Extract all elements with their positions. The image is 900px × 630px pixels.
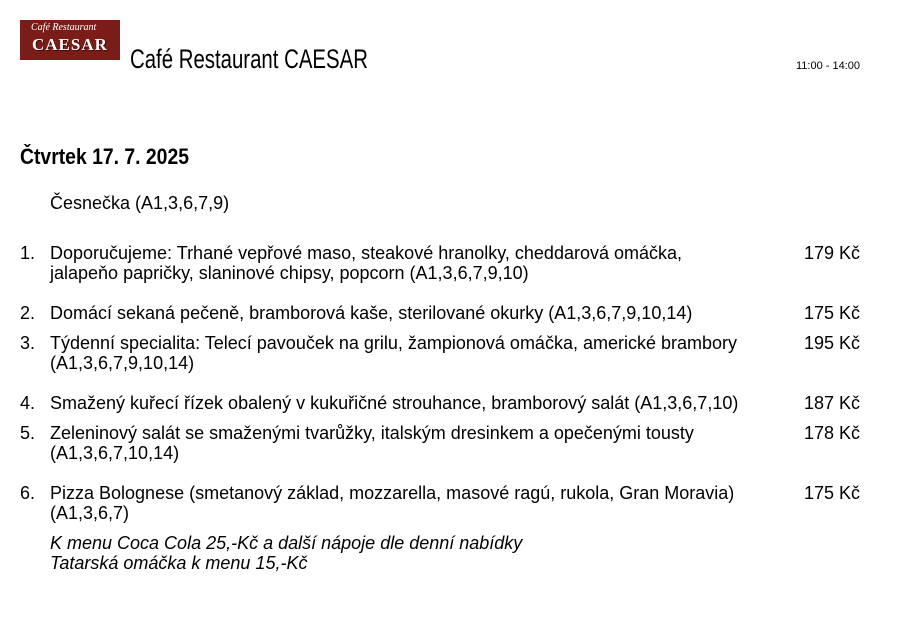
menu-note: Tatarská omáčka k menu 15,-Kč (50, 553, 308, 573)
menu-item-price: 179 Kč (803, 243, 860, 263)
menu-item-name (50, 243, 804, 283)
logo-script-text: Café Restaurant (31, 22, 97, 33)
menu-item (20, 483, 860, 523)
menu-item (20, 243, 860, 283)
menu-item-name-line: (A1,3,6,7,10,14) (50, 443, 180, 463)
menu-item-name-line: Zeleninový salát se smaženými tvarůžky, italským dresinkem a opečenými tousty (50, 423, 694, 443)
menu-item-number: 4. (20, 393, 36, 413)
menu-item-number: 6. (20, 483, 36, 503)
menu-item-price: 178 Kč (803, 423, 860, 443)
restaurant-logo (20, 20, 120, 60)
menu-item-name-line: jalapeňo papričky, slaninové chipsy, popcorn (A1,3,6,7,9,10) (50, 263, 529, 283)
menu-note: K menu Coca Cola 25,-Kč a další nápoje dle denní nabídky (50, 533, 523, 553)
menu-list (20, 243, 860, 573)
menu-item-price: 175 Kč (803, 483, 860, 503)
restaurant-name: Café Restaurant CAESAR (130, 44, 368, 74)
menu-item-name-line: Pizza Bolognese (smetanový základ, mozzarella, masové ragú, rukola, Gran Moravia) (50, 483, 735, 503)
menu-item-price: 195 Kč (803, 333, 860, 353)
menu-item-name-line: Doporučujeme: Trhané vepřové maso, steakové hranolky, cheddarová omáčka, (50, 243, 683, 263)
menu-item-name (50, 303, 804, 323)
menu-item-name (50, 483, 804, 523)
menu-item-number: 5. (20, 423, 36, 443)
menu-item-name-line: Týdenní specialita: Telecí pavouček na grilu, žampionová omáčka, americké brambory (50, 333, 738, 353)
opening-hours: 11:00 - 14:00 (795, 60, 860, 72)
menu-date-heading: Čtvrtek 17. 7. 2025 (20, 144, 189, 169)
soup-of-the-day: Česnečka (A1,3,6,7,9) (50, 193, 230, 213)
menu-item-price: 175 Kč (803, 303, 860, 323)
menu-item-name (50, 333, 804, 373)
menu-item-name (50, 393, 804, 413)
menu-item (20, 333, 860, 373)
menu-item-name-line: Domácí sekaná pečeně, bramborová kaše, sterilované okurky (A1,3,6,7,9,10,14) (50, 303, 693, 323)
menu-item-name-line: (A1,3,6,7) (50, 503, 130, 523)
menu-item-number: 2. (20, 303, 36, 323)
menu-item (20, 423, 860, 463)
menu-notes (20, 533, 860, 573)
menu-item-name-line: Smažený kuřecí řízek obalený v kukuřičné strouhance, bramborový salát (A1,3,6,7,10) (50, 393, 739, 413)
menu-item-number: 3. (20, 333, 36, 353)
menu-item-number: 1. (20, 243, 36, 263)
logo-wordmark: CAESAR (32, 35, 108, 54)
menu-item-name-line: (A1,3,6,7,9,10,14) (50, 353, 195, 373)
menu-item-price: 187 Kč (803, 393, 860, 413)
menu-item-name (50, 423, 804, 463)
menu-item (20, 393, 860, 413)
menu-item (20, 303, 860, 323)
